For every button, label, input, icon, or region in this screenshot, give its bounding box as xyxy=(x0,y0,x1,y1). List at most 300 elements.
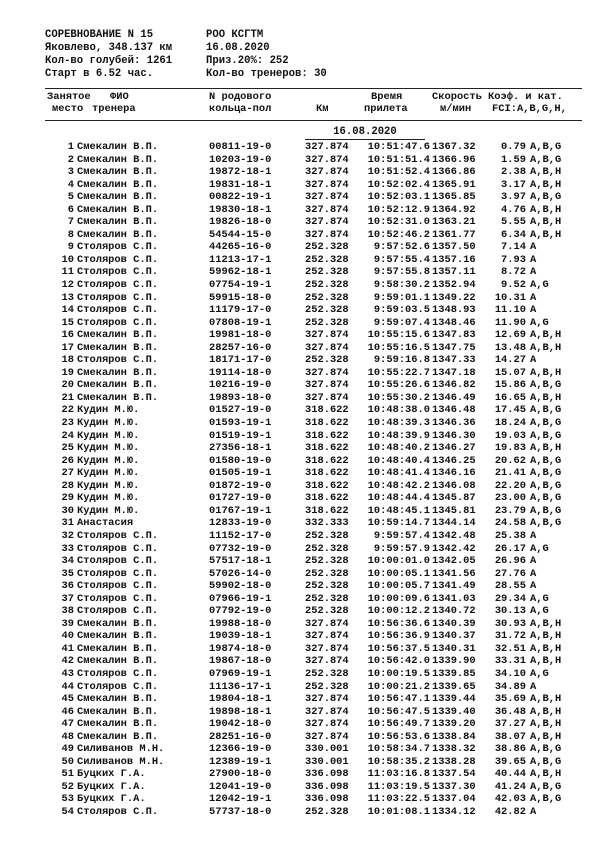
cell-ring: 01519-19-1 xyxy=(209,429,272,442)
table-row xyxy=(0,141,600,154)
cell-coef: 10.31 xyxy=(494,291,526,304)
cell-km: 327.874 xyxy=(305,216,349,229)
cell-coef: 41.24 xyxy=(494,780,526,793)
cell-ring: 18171-17-0 xyxy=(209,354,272,367)
cell-place: 33 xyxy=(61,542,74,555)
cell-ring: 19981-18-0 xyxy=(209,329,272,342)
cell-coef: 39.65 xyxy=(494,755,526,768)
cell-place: 6 xyxy=(67,203,74,216)
cell-name: Столяров С.П. xyxy=(77,680,159,693)
cell-coef: 5.55 xyxy=(501,216,526,229)
cell-cat: A,B,G xyxy=(530,504,562,517)
cell-km: 327.874 xyxy=(305,730,349,743)
cell-ring: 57737-18-0 xyxy=(209,805,272,818)
cell-ring: 19872-18-1 xyxy=(209,166,272,179)
cell-time: 10:55:15.6 xyxy=(367,329,430,342)
cell-km: 330.001 xyxy=(305,755,349,768)
cell-cat: A,G xyxy=(530,592,549,605)
cell-km: 252.328 xyxy=(305,680,349,693)
table-row xyxy=(0,718,600,731)
cell-ring: 59915-18-0 xyxy=(209,291,272,304)
cell-ring: 12833-19-0 xyxy=(209,517,272,530)
cell-ring: 44265-16-0 xyxy=(209,241,272,254)
cell-speed: 1340.37 xyxy=(432,630,476,643)
cell-place: 51 xyxy=(61,768,74,781)
cell-speed: 1338.32 xyxy=(432,743,476,756)
cell-km: 252.328 xyxy=(305,805,349,818)
cell-coef: 23.00 xyxy=(494,492,526,505)
cell-name: Столяров С.П. xyxy=(77,667,159,680)
cell-coef: 17.45 xyxy=(494,404,526,417)
cell-time: 10:55:16.5 xyxy=(367,341,430,354)
cell-name: Столяров С.П. xyxy=(77,555,159,568)
table-row xyxy=(0,643,600,656)
cell-ring: 59962-18-1 xyxy=(209,266,272,279)
table-row xyxy=(0,342,600,355)
cell-speed: 1347.75 xyxy=(432,341,476,354)
table-row xyxy=(0,354,600,367)
cell-km: 327.874 xyxy=(305,366,349,379)
date-separator-rule xyxy=(305,139,425,140)
cell-name: Кудин М.Ю. xyxy=(77,454,140,467)
cell-coef: 24.58 xyxy=(494,517,526,530)
cell-speed: 1346.08 xyxy=(432,479,476,492)
cell-time: 11:03:16.8 xyxy=(367,768,430,781)
cell-ring: 07754-19-1 xyxy=(209,279,272,292)
cell-time: 10:56:42.0 xyxy=(367,655,430,668)
cell-name: Кудин М.Ю. xyxy=(77,417,140,430)
cell-speed: 1340.39 xyxy=(432,617,476,630)
cell-coef: 18.24 xyxy=(494,417,526,430)
cell-speed: 1349.22 xyxy=(432,291,476,304)
cell-ring: 19893-18-0 xyxy=(209,391,272,404)
col-time-line2: прилета xyxy=(364,103,408,115)
trainer-count: Кол-во тренеров: 30 xyxy=(206,68,327,80)
cell-name: Столяров С.П. xyxy=(77,580,159,593)
cell-time: 10:48:39.3 xyxy=(367,417,430,430)
cell-ring: 54544-15-0 xyxy=(209,228,272,241)
cell-ring: 01580-19-0 xyxy=(209,454,272,467)
cell-speed: 1337.04 xyxy=(432,793,476,806)
cell-place: 48 xyxy=(61,730,74,743)
cell-name: Смекалин В.П. xyxy=(77,216,159,229)
cell-time: 9:59:03.5 xyxy=(373,304,430,317)
table-row xyxy=(0,793,600,806)
cell-time: 9:59:57.4 xyxy=(373,529,430,542)
cell-place: 23 xyxy=(61,417,74,430)
cell-coef: 37.27 xyxy=(494,718,526,731)
cell-time: 10:48:44.4 xyxy=(367,492,430,505)
cell-place: 14 xyxy=(61,304,74,317)
table-row xyxy=(0,743,600,756)
cell-speed: 1337.54 xyxy=(432,768,476,781)
cell-coef: 25.38 xyxy=(494,529,526,542)
cell-time: 9:59:16.8 xyxy=(373,354,430,367)
cell-time: 10:00:21.2 xyxy=(367,680,430,693)
col-coef-line2: FCI:A,B,G,H, xyxy=(492,103,567,115)
cell-km: 327.874 xyxy=(305,642,349,655)
cell-place: 53 xyxy=(61,793,74,806)
cell-coef: 8.72 xyxy=(501,266,526,279)
cell-time: 11:03:19.5 xyxy=(367,780,430,793)
cell-km: 327.874 xyxy=(305,630,349,643)
cell-ring: 12042-19-1 xyxy=(209,793,272,806)
cell-km: 252.328 xyxy=(305,304,349,317)
cell-speed: 1346.25 xyxy=(432,454,476,467)
cell-place: 49 xyxy=(61,743,74,756)
col-ring-line2: кольца-пол xyxy=(209,103,272,115)
cell-km: 252.328 xyxy=(305,567,349,580)
cell-name: Столяров С.П. xyxy=(77,529,159,542)
cell-ring: 19874-18-0 xyxy=(209,642,272,655)
table-row xyxy=(0,367,600,380)
cell-cat: A,G xyxy=(530,605,549,618)
table-row xyxy=(0,756,600,769)
cell-name: Смекалин В.П. xyxy=(77,178,159,191)
cell-speed: 1342.42 xyxy=(432,542,476,555)
cell-time: 10:56:53.6 xyxy=(367,730,430,743)
cell-ring: 01727-19-0 xyxy=(209,492,272,505)
cell-km: 327.874 xyxy=(305,166,349,179)
cell-km: 327.874 xyxy=(305,391,349,404)
cell-cat: A,B,G xyxy=(530,743,562,756)
cell-name: Смекалин В.П. xyxy=(77,191,159,204)
cell-cat: A xyxy=(530,529,537,542)
cell-coef: 20.62 xyxy=(494,454,526,467)
cell-name: Смекалин В.П. xyxy=(77,642,159,655)
cell-km: 252.328 xyxy=(305,592,349,605)
cell-place: 36 xyxy=(61,580,74,593)
cell-coef: 11.90 xyxy=(494,316,526,329)
cell-km: 252.328 xyxy=(305,253,349,266)
cell-speed: 1346.27 xyxy=(432,442,476,455)
cell-time: 10:56:47.1 xyxy=(367,693,430,706)
cell-name: Смекалин В.П. xyxy=(77,203,159,216)
cell-ring: 19114-18-0 xyxy=(209,366,272,379)
cell-speed: 1364.92 xyxy=(432,203,476,216)
cell-name: Кудин М.Ю. xyxy=(77,479,140,492)
cell-cat: A xyxy=(530,555,537,568)
table-row xyxy=(0,317,600,330)
table-row xyxy=(0,731,600,744)
cell-time: 10:48:38.0 xyxy=(367,404,430,417)
cell-speed: 1346.30 xyxy=(432,429,476,442)
table-row xyxy=(0,681,600,694)
cell-name: Смекалин В.П. xyxy=(77,153,159,166)
cell-cat: A xyxy=(530,567,537,580)
start-time: Старт в 6.52 час. xyxy=(45,68,154,80)
cell-km: 327.874 xyxy=(305,141,349,153)
cell-time: 10:00:19.5 xyxy=(367,667,430,680)
cell-ring: 19898-18-1 xyxy=(209,705,272,718)
cell-name: Столяров С.П. xyxy=(77,291,159,304)
cell-coef: 35.69 xyxy=(494,693,526,706)
cell-km: 252.328 xyxy=(305,279,349,292)
cell-place: 40 xyxy=(61,630,74,643)
cell-ring: 07732-19-0 xyxy=(209,542,272,555)
cell-name: Смекалин В.П. xyxy=(77,379,159,392)
cell-name: Кудин М.Ю. xyxy=(77,504,140,517)
cell-time: 10:00:05.7 xyxy=(367,580,430,593)
cell-km: 318.622 xyxy=(305,467,349,480)
table-row xyxy=(0,417,600,430)
cell-speed: 1346.16 xyxy=(432,467,476,480)
cell-speed: 1347.33 xyxy=(432,354,476,367)
cell-place: 25 xyxy=(61,442,74,455)
cell-cat: A,B,H xyxy=(530,630,562,643)
cell-cat: A,B,H xyxy=(530,228,562,241)
cell-name: Анастасия xyxy=(77,517,134,530)
cell-coef: 36.48 xyxy=(494,705,526,718)
cell-time: 10:48:41.4 xyxy=(367,467,430,480)
cell-name: Смекалин В.П. xyxy=(77,341,159,354)
cell-km: 336.098 xyxy=(305,793,349,806)
table-row xyxy=(0,442,600,455)
cell-cat: A,B,G xyxy=(530,467,562,480)
cell-coef: 0.79 xyxy=(501,141,526,153)
cell-place: 15 xyxy=(61,316,74,329)
cell-speed: 1366.96 xyxy=(432,153,476,166)
cell-place: 11 xyxy=(61,266,74,279)
cell-name: Силиванов М.Н. xyxy=(77,743,165,756)
col-speed-line2: м/мин xyxy=(440,103,472,115)
cell-km: 252.328 xyxy=(305,580,349,593)
cell-speed: 1341.56 xyxy=(432,567,476,580)
cell-time: 10:48:45.1 xyxy=(367,504,430,517)
cell-time: 9:57:55.8 xyxy=(373,266,430,279)
cell-cat: A,B,H xyxy=(530,203,562,216)
cell-km: 318.622 xyxy=(305,504,349,517)
cell-time: 10:48:39.9 xyxy=(367,429,430,442)
cell-km: 252.328 xyxy=(305,354,349,367)
table-row xyxy=(0,693,600,706)
cell-speed: 1346.48 xyxy=(432,404,476,417)
cell-ring: 19804-18-1 xyxy=(209,693,272,706)
cell-cat: A,B,G xyxy=(530,793,562,806)
table-row xyxy=(0,543,600,556)
col-name-line1: ФИО xyxy=(110,91,129,103)
release-location: Яковлево, 348.137 км xyxy=(45,42,173,54)
cell-speed: 1339.44 xyxy=(432,693,476,706)
cell-name: Смекалин В.П. xyxy=(77,366,159,379)
cell-km: 252.328 xyxy=(305,555,349,568)
table-row xyxy=(0,517,600,530)
table-row xyxy=(0,304,600,317)
cell-coef: 30.93 xyxy=(494,617,526,630)
cell-name: Кудин М.Ю. xyxy=(77,467,140,480)
table-row xyxy=(0,455,600,468)
cell-ring: 57517-18-1 xyxy=(209,555,272,568)
cell-place: 54 xyxy=(61,805,74,818)
cell-cat: A,B,H xyxy=(530,655,562,668)
cell-speed: 1339.20 xyxy=(432,718,476,731)
cell-coef: 19.83 xyxy=(494,442,526,455)
cell-time: 10:00:12.2 xyxy=(367,605,430,618)
cell-place: 41 xyxy=(61,642,74,655)
cell-time: 10:56:37.5 xyxy=(367,642,430,655)
cell-speed: 1341.49 xyxy=(432,580,476,593)
cell-ring: 11152-17-0 xyxy=(209,529,272,542)
cell-speed: 1346.36 xyxy=(432,417,476,430)
cell-km: 252.328 xyxy=(305,605,349,618)
cell-coef: 42.82 xyxy=(494,805,526,818)
cell-km: 318.622 xyxy=(305,479,349,492)
cell-place: 10 xyxy=(61,253,74,266)
cell-name: Столяров С.П. xyxy=(77,304,159,317)
cell-place: 38 xyxy=(61,605,74,618)
col-coef-line1: Коэф. и кат. xyxy=(488,91,563,103)
cell-place: 47 xyxy=(61,718,74,731)
cell-ring: 27900-18-0 xyxy=(209,768,272,781)
cell-cat: A,B,H xyxy=(530,216,562,229)
cell-km: 327.874 xyxy=(305,718,349,731)
cell-cat: A,B,G xyxy=(530,141,562,153)
cell-coef: 4.76 xyxy=(501,203,526,216)
table-row xyxy=(0,568,600,581)
cell-coef: 34.89 xyxy=(494,680,526,693)
cell-km: 330.001 xyxy=(305,743,349,756)
table-row xyxy=(0,179,600,192)
table-row xyxy=(0,768,600,781)
cell-place: 2 xyxy=(67,153,74,166)
cell-cat: A,B,H xyxy=(530,329,562,342)
cell-coef: 31.72 xyxy=(494,630,526,643)
cell-coef: 29.34 xyxy=(494,592,526,605)
race-date: 16.08.2020 xyxy=(206,42,270,54)
table-row xyxy=(0,404,600,417)
cell-coef: 40.44 xyxy=(494,768,526,781)
cell-coef: 16.65 xyxy=(494,391,526,404)
cell-speed: 1365.85 xyxy=(432,191,476,204)
cell-speed: 1341.03 xyxy=(432,592,476,605)
table-row xyxy=(0,204,600,217)
cell-time: 9:57:52.6 xyxy=(373,241,430,254)
col-km: Км xyxy=(316,103,329,115)
cell-km: 327.874 xyxy=(305,228,349,241)
cell-place: 4 xyxy=(67,178,74,191)
cell-time: 10:52:31.0 xyxy=(367,216,430,229)
table-row xyxy=(0,279,600,292)
cell-km: 327.874 xyxy=(305,178,349,191)
cell-km: 327.874 xyxy=(305,153,349,166)
cell-cat: A,B,G xyxy=(530,454,562,467)
col-name-line2: тренера xyxy=(92,103,136,115)
cell-place: 45 xyxy=(61,693,74,706)
cell-place: 20 xyxy=(61,379,74,392)
cell-ring: 19988-18-0 xyxy=(209,617,272,630)
competition-title: СОРЕВНОВАНИЕ N 15 xyxy=(45,29,154,41)
cell-place: 24 xyxy=(61,429,74,442)
cell-km: 318.622 xyxy=(305,429,349,442)
cell-coef: 26.96 xyxy=(494,555,526,568)
cell-cat: A,B,H xyxy=(530,178,562,191)
cell-time: 9:59:01.1 xyxy=(373,291,430,304)
cell-speed: 1366.86 xyxy=(432,166,476,179)
cell-speed: 1334.12 xyxy=(432,805,476,818)
cell-ring: 07969-19-1 xyxy=(209,667,272,680)
cell-ring: 28257-16-0 xyxy=(209,341,272,354)
cell-coef: 9.52 xyxy=(501,279,526,292)
cell-coef: 38.86 xyxy=(494,743,526,756)
cell-coef: 34.10 xyxy=(494,667,526,680)
cell-cat: A,B,G xyxy=(530,429,562,442)
cell-time: 10:55:26.6 xyxy=(367,379,430,392)
cell-ring: 11179-17-0 xyxy=(209,304,272,317)
cell-place: 5 xyxy=(67,191,74,204)
col-time-line1: Время xyxy=(371,91,403,103)
table-row xyxy=(0,392,600,405)
cell-speed: 1339.40 xyxy=(432,705,476,718)
cell-name: Столяров С.П. xyxy=(77,279,159,292)
cell-name: Смекалин В.П. xyxy=(77,718,159,731)
cell-name: Смекалин В.П. xyxy=(77,329,159,342)
cell-time: 10:01:08.1 xyxy=(367,805,430,818)
cell-time: 9:59:07.4 xyxy=(373,316,430,329)
cell-speed: 1340.72 xyxy=(432,605,476,618)
cell-coef: 11.10 xyxy=(494,304,526,317)
cell-place: 9 xyxy=(67,241,74,254)
cell-time: 9:57:55.4 xyxy=(373,253,430,266)
table-row xyxy=(0,292,600,305)
cell-ring: 59902-18-0 xyxy=(209,580,272,593)
cell-time: 10:58:34.7 xyxy=(367,743,430,756)
cell-speed: 1342.48 xyxy=(432,529,476,542)
cell-place: 21 xyxy=(61,391,74,404)
table-row xyxy=(0,781,600,794)
cell-coef: 2.38 xyxy=(501,166,526,179)
cell-speed: 1357.50 xyxy=(432,241,476,254)
table-row xyxy=(0,806,600,819)
cell-km: 327.874 xyxy=(305,191,349,204)
cell-km: 318.622 xyxy=(305,417,349,430)
cell-name: Смекалин В.П. xyxy=(77,655,159,668)
cell-time: 10:00:05.1 xyxy=(367,567,430,580)
cell-place: 1 xyxy=(67,141,74,153)
cell-ring: 11213-17-1 xyxy=(209,253,272,266)
cell-ring: 12041-19-0 xyxy=(209,780,272,793)
cell-coef: 23.79 xyxy=(494,504,526,517)
cell-time: 10:56:36.9 xyxy=(367,630,430,643)
cell-speed: 1347.83 xyxy=(432,329,476,342)
cell-cat: A,B,G xyxy=(530,153,562,166)
table-row xyxy=(0,492,600,505)
cell-speed: 1361.77 xyxy=(432,228,476,241)
table-row xyxy=(0,254,600,267)
cell-coef: 13.48 xyxy=(494,341,526,354)
cell-name: Столяров С.П. xyxy=(77,241,159,254)
cell-ring: 01593-19-1 xyxy=(209,417,272,430)
cell-time: 10:52:02.4 xyxy=(367,178,430,191)
cell-place: 32 xyxy=(61,529,74,542)
cell-ring: 11136-17-1 xyxy=(209,680,272,693)
cell-speed: 1337.30 xyxy=(432,780,476,793)
cell-cat: A,B,G xyxy=(530,417,562,430)
table-row xyxy=(0,605,600,618)
cell-cat: A xyxy=(530,304,537,317)
cell-place: 52 xyxy=(61,780,74,793)
cell-place: 16 xyxy=(61,329,74,342)
cell-speed: 1347.18 xyxy=(432,366,476,379)
cell-place: 35 xyxy=(61,567,74,580)
cell-speed: 1338.84 xyxy=(432,730,476,743)
cell-speed: 1339.90 xyxy=(432,655,476,668)
cell-name: Смекалин В.П. xyxy=(77,630,159,643)
cell-speed: 1340.31 xyxy=(432,642,476,655)
cell-place: 43 xyxy=(61,667,74,680)
cell-cat: A,B,H xyxy=(530,768,562,781)
cell-km: 252.328 xyxy=(305,266,349,279)
cell-cat: A,B,G xyxy=(530,404,562,417)
